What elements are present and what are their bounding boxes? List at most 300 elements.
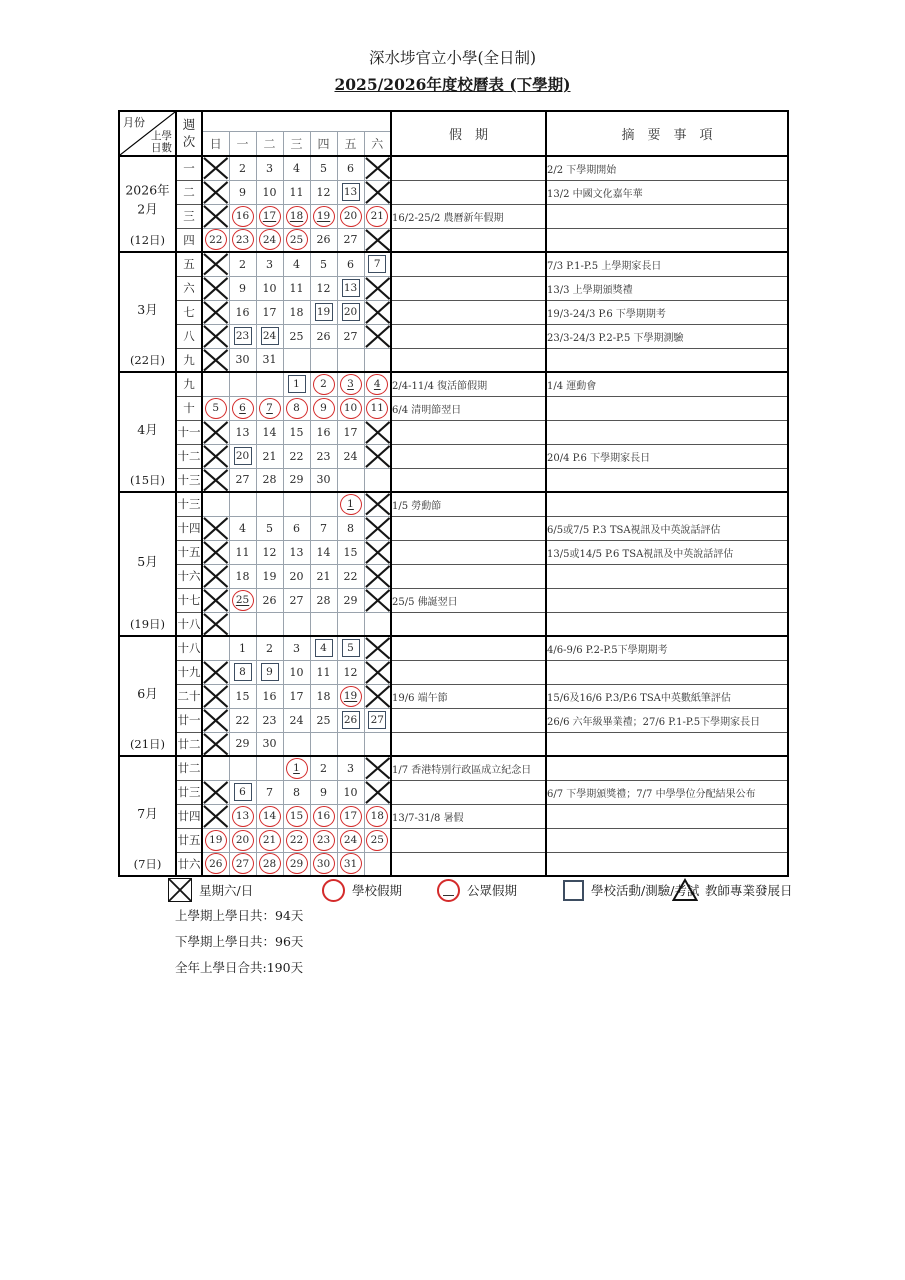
day-cell [202,252,229,276]
day-cell [256,660,283,684]
day-cell [202,348,229,372]
day-cell [256,252,283,276]
week-number: 九 [176,372,202,396]
day-cell [229,372,256,396]
summary-note: 15/6及16/6 P.3/P.6 TSA中英數紙筆評估 [546,684,788,708]
day-cell [364,204,391,228]
summary-note [546,756,788,780]
school-holiday-circle: 5 [205,398,227,419]
summary-note [546,828,788,852]
day-cell [337,588,364,612]
day-cell [256,492,283,516]
public-holiday-circle: 17 [259,206,281,227]
weekend-x-icon [203,589,229,612]
day-number: 2 [266,641,273,655]
day-number: 1 [239,641,246,655]
day-number: 8 [293,785,300,799]
activity-box: 9 [261,663,279,681]
weekend-x-icon [203,517,229,540]
day-cell [283,852,310,876]
day-cell [256,156,283,180]
weekend-x-icon [365,493,391,516]
school-holiday-circle: 29 [286,853,308,874]
summary-note [546,420,788,444]
day-cell [364,420,391,444]
weekend-x-icon [365,157,391,180]
school-holiday-circle: 21 [259,830,281,851]
day-number: 11 [289,185,304,199]
day-cell [202,732,229,756]
week-number: 十一 [176,420,202,444]
day-number: 7 [320,521,327,535]
week-number: 十九 [176,660,202,684]
day-number: 15 [289,425,304,439]
day-number: 25 [316,713,331,727]
day-cell [256,828,283,852]
summary-note [546,588,788,612]
day-cell [202,588,229,612]
school-holiday-circle: 26 [205,853,227,874]
day-cell [310,588,337,612]
weekend-x-icon [365,565,391,588]
day-cell [202,372,229,396]
school-holiday-circle: 17 [340,806,362,827]
day-cell [337,372,364,396]
summary-note [546,660,788,684]
day-cell [202,204,229,228]
day-number: 6 [293,521,300,535]
legend-label: 公眾假期 [467,883,518,898]
week-number: 廿二 [176,756,202,780]
day-number: 4 [293,257,300,271]
school-holiday-circle: 9 [313,398,335,419]
day-cell [229,660,256,684]
day-cell [364,492,391,516]
day-cell [310,300,337,324]
day-cell [337,396,364,420]
day-cell [310,564,337,588]
day-cell [337,204,364,228]
summary-note [546,204,788,228]
week-number: 廿五 [176,828,202,852]
day-number: 17 [343,425,358,439]
day-cell [310,420,337,444]
activity-box: 8 [234,663,252,681]
day-cell [310,612,337,636]
activity-box: 24 [261,327,279,345]
day-cell [202,300,229,324]
week-number: 十五 [176,540,202,564]
day-cell [310,348,337,372]
day-cell [364,852,391,876]
day-cell [256,516,283,540]
day-number: 9 [239,185,246,199]
day-number: 9 [239,281,246,295]
day-number: 23 [316,449,331,463]
day-cell [202,804,229,828]
week-number: 八 [176,324,202,348]
day-cell [283,420,310,444]
day-cell [337,516,364,540]
day-cell [310,756,337,780]
weekend-x-icon [365,637,391,660]
month-cell [119,492,176,636]
day-cell [337,756,364,780]
activity-box-icon [563,880,584,901]
day-cell [256,564,283,588]
legend-item-school-holiday [322,876,402,904]
school-title: 深水埗官立小學(全日制) [368,49,537,67]
school-holiday-circle: 15 [286,806,308,827]
day-cell [364,468,391,492]
holiday-note: 25/5 佛誕翌日 [391,588,546,612]
day-cell [202,828,229,852]
day-number: 23 [262,713,277,727]
day-cell [256,300,283,324]
day-cell [229,420,256,444]
day-cell [283,204,310,228]
public-holiday-circle: 18 [286,206,308,227]
day-number: 6 [347,257,354,271]
activity-box: 7 [368,255,386,273]
day-number: 11 [289,281,304,295]
day-cell [337,564,364,588]
weekend-x-icon [365,517,391,540]
day-number: 12 [316,185,331,199]
summary-note: 2/2 下學期開始 [546,156,788,180]
day-cell [256,468,283,492]
day-cell [283,588,310,612]
day-cell [310,276,337,300]
holiday-note [391,180,546,204]
day-cell [256,324,283,348]
school-holiday-circle: 16 [232,206,254,227]
week-number: 廿三 [176,780,202,804]
day-cell [202,420,229,444]
day-cell [310,516,337,540]
week-number: 六 [176,276,202,300]
summary-note [546,396,788,420]
day-cell [364,828,391,852]
month-schooldays-count: (22日) [129,353,166,367]
day-cell [283,468,310,492]
public-holiday-circle-icon [437,879,460,902]
day-cell [310,252,337,276]
week-number: 十六 [176,564,202,588]
week-number: 十七 [176,588,202,612]
legend-label: 教師專業發展日 [705,883,793,898]
day-cell [337,300,364,324]
public-holiday-circle: 6 [232,398,254,419]
weekend-x-icon [203,301,229,324]
holiday-note [391,636,546,660]
day-cell [364,396,391,420]
weekend-x-icon [203,565,229,588]
day-number: 15 [343,545,358,559]
month-label: 2026年 2月 [125,182,170,217]
day-cell [283,780,310,804]
month-cell [119,156,176,252]
day-cell [202,708,229,732]
day-cell [202,660,229,684]
summary-note: 7/3 P.1-P.5 上學期家長日 [546,252,788,276]
weekend-x-icon [365,229,391,252]
legend-item-public-holiday [437,876,517,904]
day-cell [337,804,364,828]
week-number: 十八 [176,636,202,660]
day-cell [229,780,256,804]
summary-note: 19/3-24/3 P.6 下學期期考 [546,300,788,324]
day-number: 10 [262,185,277,199]
day-cell [283,612,310,636]
summary-note [546,852,788,876]
day-cell [337,828,364,852]
month-label: 3月 [137,301,158,317]
summary-column-header: 摘 要 事 項 [546,111,788,156]
day-cell [283,324,310,348]
day-cell [256,204,283,228]
week-number: 一 [176,156,202,180]
week-number: 廿四 [176,804,202,828]
public-holiday-circle: 19 [313,206,335,227]
day-cell [364,612,391,636]
day-number: 14 [316,545,331,559]
day-number: 12 [262,545,277,559]
day-cell [364,348,391,372]
weekend-x-icon [203,661,229,684]
legend-item-weekend [168,876,253,904]
weekend-x-icon [365,277,391,300]
legend-label: 學校假期 [352,883,403,898]
day-cell [337,492,364,516]
day-number: 22 [235,713,250,727]
day-number: 11 [235,545,250,559]
school-holiday-circle: 24 [259,229,281,250]
day-header-0: 日 [202,131,229,156]
day-cell [337,732,364,756]
day-number: 16 [262,689,277,703]
day-cell [283,228,310,252]
day-cell [229,636,256,660]
day-number: 18 [316,689,331,703]
day-number: 12 [316,281,331,295]
day-cell [283,300,310,324]
week-number: 十三 [176,468,202,492]
day-cell [283,684,310,708]
day-cell [337,324,364,348]
day-cell [202,156,229,180]
school-holiday-circle: 23 [232,229,254,250]
day-cell [310,492,337,516]
day-cell [202,468,229,492]
day-cell [229,468,256,492]
weekend-x-icon [365,181,391,204]
summary-note: 23/3-24/3 P.2-P.5 下學期測驗 [546,324,788,348]
day-cell [337,276,364,300]
day-number: 26 [316,329,331,343]
day-cell [310,228,337,252]
school-holiday-circle: 30 [313,853,335,874]
school-holiday-circle: 25 [366,830,388,851]
day-number: 18 [235,569,250,583]
month-cell [119,756,176,876]
full-year-days-total: 全年上學日合共:190天 [175,960,304,975]
day-cell [364,540,391,564]
day-header-3: 三 [283,131,310,156]
day-cell [310,540,337,564]
day-number: 27 [289,593,304,607]
day-cell [337,852,364,876]
summary-note: 13/5或14/5 P.6 TSA視訊及中英說話評估 [546,540,788,564]
day-number: 17 [262,305,277,319]
day-number: 22 [343,569,358,583]
day-cell [229,516,256,540]
activity-box: 19 [315,303,333,321]
weekend-x-icon [365,685,391,708]
day-cell [310,828,337,852]
holiday-note [391,300,546,324]
day-number: 15 [235,689,250,703]
day-cell [256,540,283,564]
day-cell [310,804,337,828]
schooldays-header-label: 上學日數 [150,129,172,154]
month-label: 5月 [137,553,158,569]
day-cell [337,708,364,732]
calendar-subtitle: 2025/2026年度校曆表 (下學期) [334,75,571,94]
day-cell [337,468,364,492]
activity-box: 4 [315,639,333,657]
holiday-note: 16/2-25/2 農曆新年假期 [391,204,546,228]
day-cell [202,180,229,204]
day-header-1: 一 [229,131,256,156]
day-cell [283,708,310,732]
day-cell [364,276,391,300]
day-cell [283,732,310,756]
day-number: 3 [293,641,300,655]
holiday-note: 19/6 端午節 [391,684,546,708]
day-number: 27 [343,233,358,247]
day-cell [337,228,364,252]
day-cell [229,804,256,828]
teacher-day-triangle-icon [672,878,698,902]
day-cell [337,684,364,708]
week-number: 十四 [176,516,202,540]
day-cell [364,636,391,660]
day-header-2: 二 [256,131,283,156]
day-cell [256,852,283,876]
day-cell [364,756,391,780]
day-number: 29 [289,473,304,487]
activity-box: 13 [342,183,360,201]
week-number-header: 週次 [176,111,202,156]
day-number: 21 [262,449,277,463]
day-cell [229,444,256,468]
school-holiday-circle: 21 [366,206,388,227]
day-number: 5 [320,161,327,175]
week-number: 九 [176,348,202,372]
day-cell [229,588,256,612]
weekend-x-icon [203,685,229,708]
public-holiday-circle: 7 [259,398,281,419]
day-cell [202,636,229,660]
day-number: 9 [320,785,327,799]
day-cell [337,444,364,468]
day-cell [256,708,283,732]
week-number: 十三 [176,492,202,516]
weekend-x-icon [203,805,229,828]
day-cell [256,276,283,300]
summary-note [546,348,788,372]
holiday-note [391,228,546,252]
day-cell [310,324,337,348]
school-holiday-circle: 28 [259,853,281,874]
activity-box: 26 [342,711,360,729]
month-schooldays-count: (12日) [129,233,166,247]
day-cell [256,348,283,372]
holiday-note [391,612,546,636]
weekend-x-icon [203,349,229,372]
summary-note: 26/6 六年級畢業禮；27/6 P.1-P.5下學期家長日 [546,708,788,732]
summary-note: 6/5或7/5 P.3 TSA視訊及中英說話評估 [546,516,788,540]
day-cell [283,828,310,852]
public-holiday-circle: 1 [286,758,308,779]
holiday-note [391,732,546,756]
summary-note [546,468,788,492]
school-holiday-circle: 24 [340,830,362,851]
summary-note: 20/4 P.6 下學期家長日 [546,444,788,468]
holiday-note [391,444,546,468]
day-number: 26 [316,233,331,247]
day-cell [229,828,256,852]
day-cell [310,708,337,732]
day-cell [310,444,337,468]
day-number: 11 [316,665,331,679]
day-cell [310,732,337,756]
day-cell [229,684,256,708]
day-cell [229,300,256,324]
holiday-column-header: 假 期 [391,111,546,156]
school-holiday-circle: 23 [313,830,335,851]
day-number: 4 [293,161,300,175]
day-cell [256,756,283,780]
second-term-days-total: 下學期上學日共：96天 [175,934,304,949]
holiday-note [391,540,546,564]
school-holiday-circle: 14 [259,806,281,827]
day-cell [202,540,229,564]
day-number: 18 [289,305,304,319]
day-cell [283,276,310,300]
day-number: 25 [289,329,304,343]
day-number: 24 [289,713,304,727]
day-header-spacer [202,111,391,131]
day-cell [310,156,337,180]
month-label: 6月 [137,685,158,701]
day-number: 29 [235,737,250,751]
weekend-x-icon [203,157,229,180]
weekend-x-icon [203,469,229,492]
day-cell [364,372,391,396]
day-cell [283,756,310,780]
activity-box: 5 [342,639,360,657]
weekend-x-icon [365,325,391,348]
day-cell [283,372,310,396]
day-cell [229,156,256,180]
week-number: 二十 [176,684,202,708]
day-cell [202,444,229,468]
weekend-x-icon [203,181,229,204]
school-holiday-circle: 18 [366,806,388,827]
day-number: 2 [320,761,327,775]
